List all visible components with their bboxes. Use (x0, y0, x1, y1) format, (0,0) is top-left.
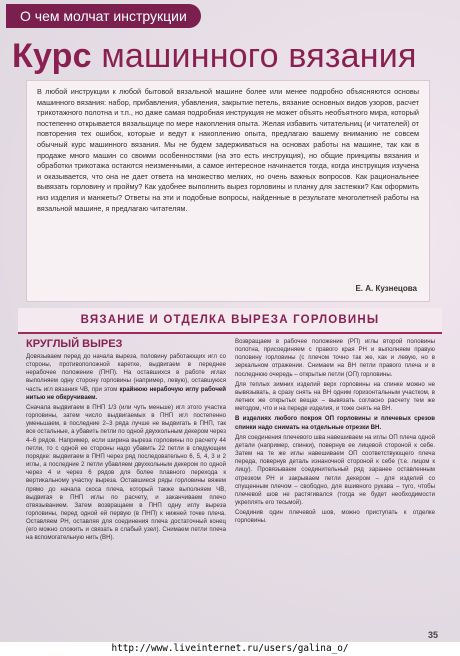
section-heading-bar (18, 308, 442, 334)
watermark-url: http://www.liveinternet.ru/users/galina_o/ (0, 642, 460, 656)
subsection-title: КРУГЛЫЙ ВЫРЕЗ (26, 338, 123, 350)
right-paragraph-4: Для соединения плечевого шва навешиваем на иглы ОП плеча одной детали (например, спинки), повернув ее лицевой стороной к себе. Затем на те же иглы навешиваем ОП соответствующего плеча переда, повернув деталь изнаночной стороной к себе (т.е. лицом к лицу). Провязываем соединительный ряд заранее оставленным отрезком РН и закрываем петли декером – для изделий со спущенным плечом – свободно, для вшивного рукава – туго, чтобы плечевой шов не растягивался (тогда не будет необходимости укреплять его тесьмой). (235, 433, 435, 506)
rubric-label: О чем молчат инструкции (6, 4, 201, 28)
right-paragraph-5: Соединив один плечевой шов, можно приступать к отделке горловины. (235, 509, 435, 525)
left-paragraph-2: Сначала выдвигаем в ПНП 1/3 (или чуть меньше) игл этого участка горловины, затем число выдвигаемых в ПНП игл постепенно уменьшаем, в последние 2–3 ряда лучше не выдвигать в ПНП, так все остальные, а убавить петли по одной двухкольным декером через 4–6 рядов. Например, если ширина выреза горловины по расчету 44 петли, то с одной ее стороны надо убавить 22 петли в следующем порядке: выдвигаем в ПНП через ряд последовательно 6, 5, 4, 3 и 2 иглы, а последние 2 петли убавляем двухкольным декером по одной через 4 и через 6 рядов для более плавного перехода к вертикальному участку выреза. Оставшиеся ряды горловины вяжем прямо до начала скоса плеча, который также выполняем ЧВ, выдвигая в ПНП иглы по расчету, и заканчиваем плечо отвязыванием. Затем возвращаем в ПНП одну иглу выреза горловины, перед одной ей первую (в ПНП) к нижней точке плеча. Оставляем РН, оставляя для соединения плеча достаточный конец (его можно сложить и связать в слабый узел). Снимаем петли плеча на вспомогательную нить (ВН). (26, 403, 227, 542)
left-column (26, 338, 226, 545)
right-column (235, 338, 435, 527)
right-paragraph-1: Возвращаем в рабочее положение (РП) иглы второй половины полотна, присоединяем с правого края РН и выполняем правую половину горловины (с плечом точно так же, как и левую, но в зеркальном отражении. Снимаем на ВН петли правого плеча и в последнюю очередь – открытые петли (ОП) горловины. (235, 338, 435, 378)
intro-box (26, 80, 430, 302)
title-rest: машинного вязания (101, 37, 417, 75)
right-paragraph-3-bold: В изделиях любого покроя ОП горловины и плечевых срезов спинки надо снимать на отдельные отрезки ВН. (235, 415, 435, 431)
author-signature: Е. А. Кузнецова (355, 284, 417, 294)
title-bold-word: Курс (12, 37, 92, 75)
page-number: 35 (427, 630, 438, 640)
page-title (12, 36, 452, 76)
section-title: ВЯЗАНИЕ И ОТДЕЛКА ВЫРЕЗА ГОРЛОВИНЫ (80, 314, 380, 326)
left-paragraph-1-bold: крайнюю нерабочую иглу рабочей нитью не обкручиваем. (26, 385, 227, 401)
left-paragraph-1-text: Довязываем перед до начала выреза, половину работающих игл со стороны, противоположной каретке, выдвигаем в переднее нерабочее положение (ПНП). На оставшихся в работе иглах выполняем одну сторону горловины (например, левую), оставшуюся часть игл вязания ЧВ, при этом (26, 353, 226, 393)
left-paragraph-1 (26, 353, 226, 402)
right-paragraph-2: Для теплых зимних изделий верх горловины на спинке можно не вывязывать, а сразу снять на ВН одним горизонтальным участком, в летних же открытых вещах – вывязать согласно расчету тем же методом, что и на переде изделия, и тоже снять на ВН. (235, 380, 435, 413)
intro-paragraph: В любой инструкции к любой бытовой вязальной машине более или менее подробно объясняются основы машинного вязания: набор, прибавления, убавления, закрытие петель, вязание основных видов узоров, расчет трикотажного полотна и т.п., но даже самая подробная инструкция не может объять необъятного мира, который постепенно открывается вязальщице по мере накопления опыта. Желая избавить читательниц (и читателей) от повторения тех ошибок, которые и ведут к накоплению опыта, предлагаю вашему вниманию не совсем обычный курс машинного вязания. Мы не будем задерживаться на основах работы на машине, так как в продаже много машин со своими особенностями (на это есть инструкция), но общие принципы вязания и обработки трикотажа остаются неизменными, а самое интересное начинается тогда, когда инструкция изучена и оказывается, что она не дает ответа на множество мелких, но очень важных вопросов. Как рациональнее вывязать горловину и пройму? Как удобнее выполнить вырез горловины и планку для застежки? Как оформить низ изделия и манжеты? Ответы на эти и подобные вопросы, найденные в результате многолетней работы на вязальной машине, я предлагаю читателям. (37, 87, 419, 213)
